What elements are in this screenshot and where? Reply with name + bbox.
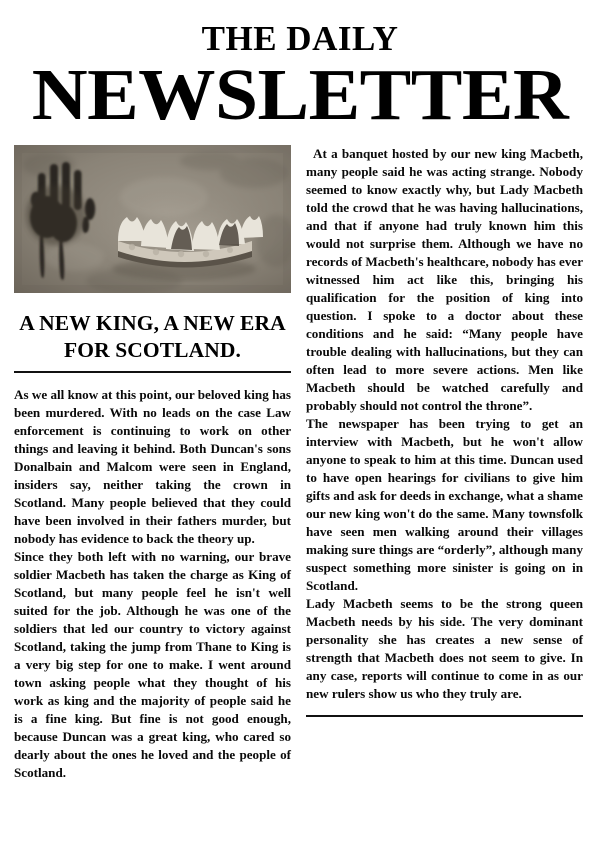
handprint-and-crown-illustration xyxy=(14,145,291,293)
right-column xyxy=(306,145,583,717)
masthead xyxy=(14,0,586,136)
article-headline: A NEW KING, A NEW ERA FOR SCOTLAND. xyxy=(19,311,286,362)
paragraph: Lady Macbeth seems to be the strong queen Macbeth needs by his side. The very dominant personality she has creates a new sense of strength that Macbeth does not seem to give. In any case, reports will continue to come in as our new rulers show us who they truly are. xyxy=(306,596,583,702)
article-columns xyxy=(14,145,586,781)
masthead-title: NEWSLETTER xyxy=(31,54,569,136)
left-column xyxy=(14,145,291,781)
article-end-divider xyxy=(306,715,583,717)
right-column-body xyxy=(306,145,583,703)
masthead-kicker: THE DAILY xyxy=(201,19,399,58)
paragraph: At a banquet hosted by our new king Macbeth, many people said he was acting strange. Nobody seemed to know exactly why, but Lady Macbeth told the crowd that he was having hallucinations, and that if anyone had truly known him this would not surprise them. Although we have no records of Macbeth's healthcare, nobody has ever witnessed him act like this, bringing his qualification for the position of king into question. I spoke to a doctor about these conditions and he said: “Many people have trouble dealing with hallucinations, but they can often lead to more severe actions. Men like Macbeth should be watched carefully and probably should not control the throne”. xyxy=(306,146,584,414)
paragraph: The newspaper has been trying to get an interview with Macbeth, but he won't allow anyone to speak to him at this time. Duncan used to have open hearings for civilians to give him gifts and ask for deeds in exchange, what a shame our new king won't do the same. Many townsfolk have seen men walking around their villages making sure things are “orderly”, although many suspect something more sinister is going on in Scotland. xyxy=(306,416,583,594)
crown-shape xyxy=(112,216,263,280)
left-column-body xyxy=(14,386,291,782)
article-photo xyxy=(14,145,291,293)
headline-divider xyxy=(14,371,291,373)
paragraph: As we all know at this point, our beloved king has been murdered. With no leads on the case Law enforcement is continuing to work on other things and leaving it behind. Both Duncan's sons Donalbain and Malcom were seen in England, insiders say, neither taking the crown in Scotland. Many people believed that they could have been involved in their fathers murder, but nobody has evidence to back the theory up. xyxy=(14,386,291,546)
paragraph: Since they both left with no warning, our brave soldier Macbeth has taken the charge as King of Scotland, but many people feel he isn't well suited for the job. Although he was one of the soldiers that led our country to victory against Scotland, taking the jump from Thane to King is a very big step for one to make. I went around town asking people what they thought of his work as king and the majority of people said he is a fine king. But fine is not good enough, because Duncan was a great king, who cared so dearly about the ones he loved and the people of Scotland. xyxy=(14,548,291,780)
